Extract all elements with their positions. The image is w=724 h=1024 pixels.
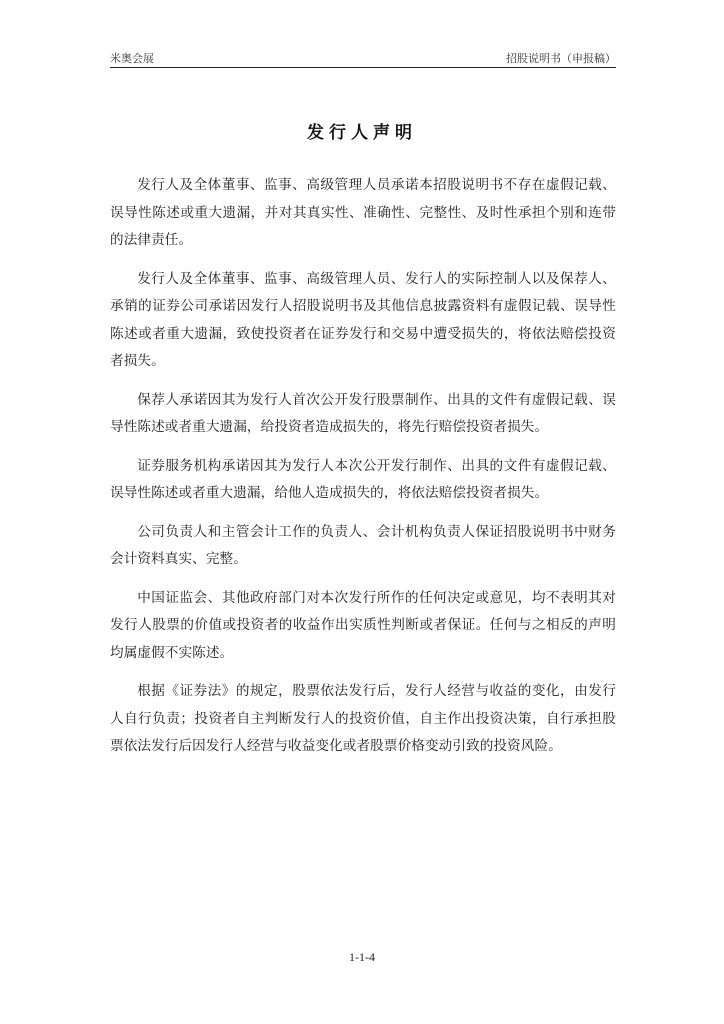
- statement-paragraph-3: 保荐人承诺因其为发行人首次公开发行股票制作、出具的文件有虚假记载、误导性陈述或者重大遗漏，给投资者造成损失的，将先行赔偿投资者损失。: [110, 391, 616, 435]
- statement-paragraph-4: 证券服务机构承诺因其为发行人本次公开发行制作、出具的文件有虚假记载、误导性陈述或者重大遗漏，给他人造成损失的，将依法赔偿投资者损失。: [110, 457, 616, 501]
- statement-body: [110, 172, 616, 772]
- statement-paragraph-1: 发行人及全体董事、监事、高级管理人员承诺本招股说明书不存在虚假记载、误导性陈述或重大遗漏，并对其真实性、准确性、完整性、及时性承担个别和连带的法律责任。: [110, 177, 616, 248]
- page-number: 1-1-4: [349, 950, 375, 964]
- statement-paragraph-6: 中国证监会、其他政府部门对本次发行所作的任何决定或意见，均不表明其对发行人股票的价值或投资者的收益作出实质性判断或者保证。任何与之相反的声明均属虚假不实陈述。: [110, 589, 616, 661]
- header-divider: [110, 67, 616, 68]
- header-document-title: 招股说明书（申报稿）: [506, 52, 616, 65]
- page-title: 发行人声明: [307, 123, 417, 143]
- statement-paragraph-2: 发行人及全体董事、监事、高级管理人员、发行人的实际控制人以及保荐人、承销的证券公司承诺因发行人招股说明书及其他信息披露资料有虚假记载、误导性陈述或者重大遗漏，致使投资者在证券发行和交易中遭受损失的，将依法赔偿投资者损失。: [110, 270, 616, 369]
- statement-paragraph-7: 根据《证券法》的规定，股票依法发行后，发行人经营与收益的变化，由发行人自行负责；投资者自主判断发行人的投资价值，自主作出投资决策，自行承担股票依法发行后因发行人经营与收益变化或者股票价格变动引致的投资风险。: [110, 683, 616, 754]
- statement-paragraph-5: 公司负责人和主管会计工作的负责人、会计机构负责人保证招股说明书中财务会计资料真实、完整。: [110, 523, 616, 567]
- page-header: [110, 50, 616, 66]
- header-company-name: 米奥会展: [110, 52, 154, 65]
